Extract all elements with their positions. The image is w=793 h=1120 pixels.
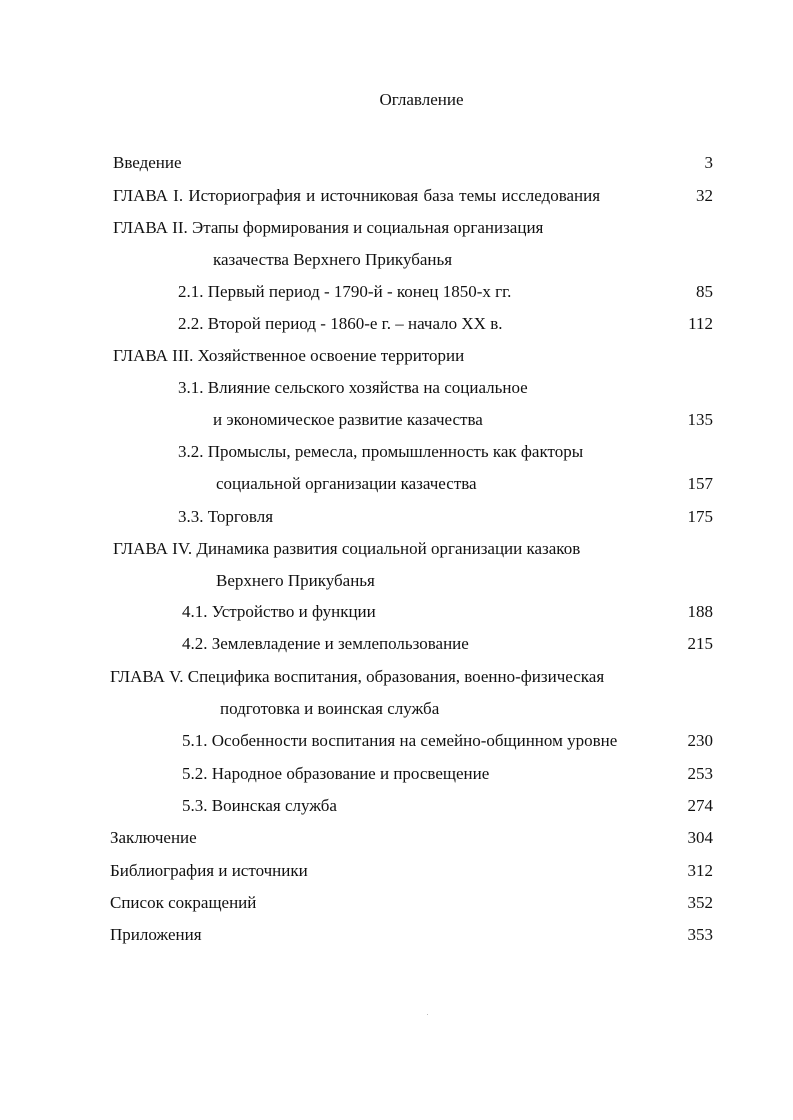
toc-page-number: 85 <box>696 282 713 301</box>
toc-page-number: 32 <box>696 186 713 205</box>
page-title: Оглавление <box>379 90 464 109</box>
toc-page-number: 112 <box>688 314 713 333</box>
scan-speck <box>427 1014 428 1015</box>
toc-page-number: 352 <box>687 893 713 912</box>
toc-entry-bibliography: Библиография и источники <box>110 861 308 880</box>
toc-page-number: 157 <box>687 474 713 493</box>
toc-page-number: 274 <box>687 796 713 815</box>
toc-entry-appendices: Приложения <box>110 925 202 944</box>
toc-page-number: 3 <box>704 153 713 172</box>
toc-entry-section-2-2: 2.2. Второй период - 1860-е г. – начало XX в. <box>178 314 503 333</box>
toc-entry-chapter-5-cont: подготовка и воинская служба <box>220 699 440 718</box>
toc-entry-chapter-4: ГЛАВА IV. Динамика развития социальной организации казаков <box>113 539 581 558</box>
toc-entry-section-4-1: 4.1. Устройство и функции <box>182 602 376 621</box>
toc-page-number: 253 <box>687 764 713 783</box>
toc-entry-section-5-1: 5.1. Особенности воспитания на семейно-общинном уровне <box>182 731 618 750</box>
toc-entry-section-4-2: 4.2. Землевладение и землепользование <box>182 634 469 653</box>
toc-page-number: 353 <box>687 925 713 944</box>
toc-entry-chapter-2-cont: казачества Верхнего Прикубанья <box>213 250 453 269</box>
toc-entry-chapter-2: ГЛАВА II. Этапы формирования и социальная организация <box>113 218 544 237</box>
toc-entry-section-3-1-cont: и экономическое развитие казачества <box>213 410 483 429</box>
toc-page-number: 215 <box>687 634 713 653</box>
toc-entry-chapter-1: ГЛАВА I. Историография и источниковая база темы исследования <box>113 186 601 205</box>
toc-entry-chapter-5: ГЛАВА V. Специфика воспитания, образования, военно-физическая <box>110 667 605 686</box>
toc-entry-section-5-2: 5.2. Народное образование и просвещение <box>182 764 490 783</box>
toc-entry-abbreviations: Список сокращений <box>110 893 257 912</box>
toc-page-number: 304 <box>687 828 713 847</box>
toc-page-number: 135 <box>687 410 713 429</box>
toc-entry-section-2-1: 2.1. Первый период - 1790-й - конец 1850-х гг. <box>178 282 512 301</box>
toc-page-number: 188 <box>687 602 713 621</box>
toc-entry-section-5-3: 5.3. Воинская служба <box>182 796 337 815</box>
toc-page-number: 230 <box>687 731 713 750</box>
toc-entry-conclusion: Заключение <box>110 828 197 847</box>
toc-page-number: 312 <box>687 861 713 880</box>
toc-entry-introduction: Введение <box>113 153 182 172</box>
toc-entry-section-3-2-cont: социальной организации казачества <box>216 474 477 493</box>
toc-entry-chapter-4-cont: Верхнего Прикубанья <box>216 571 375 590</box>
toc-page-number: 175 <box>687 507 713 526</box>
toc-entry-chapter-3: ГЛАВА III. Хозяйственное освоение территории <box>113 346 465 365</box>
toc-entry-section-3-2: 3.2. Промыслы, ремесла, промышленность как факторы <box>178 442 584 461</box>
toc-entry-section-3-3: 3.3. Торговля <box>178 507 274 526</box>
toc-entry-section-3-1: 3.1. Влияние сельского хозяйства на социальное <box>178 378 528 397</box>
